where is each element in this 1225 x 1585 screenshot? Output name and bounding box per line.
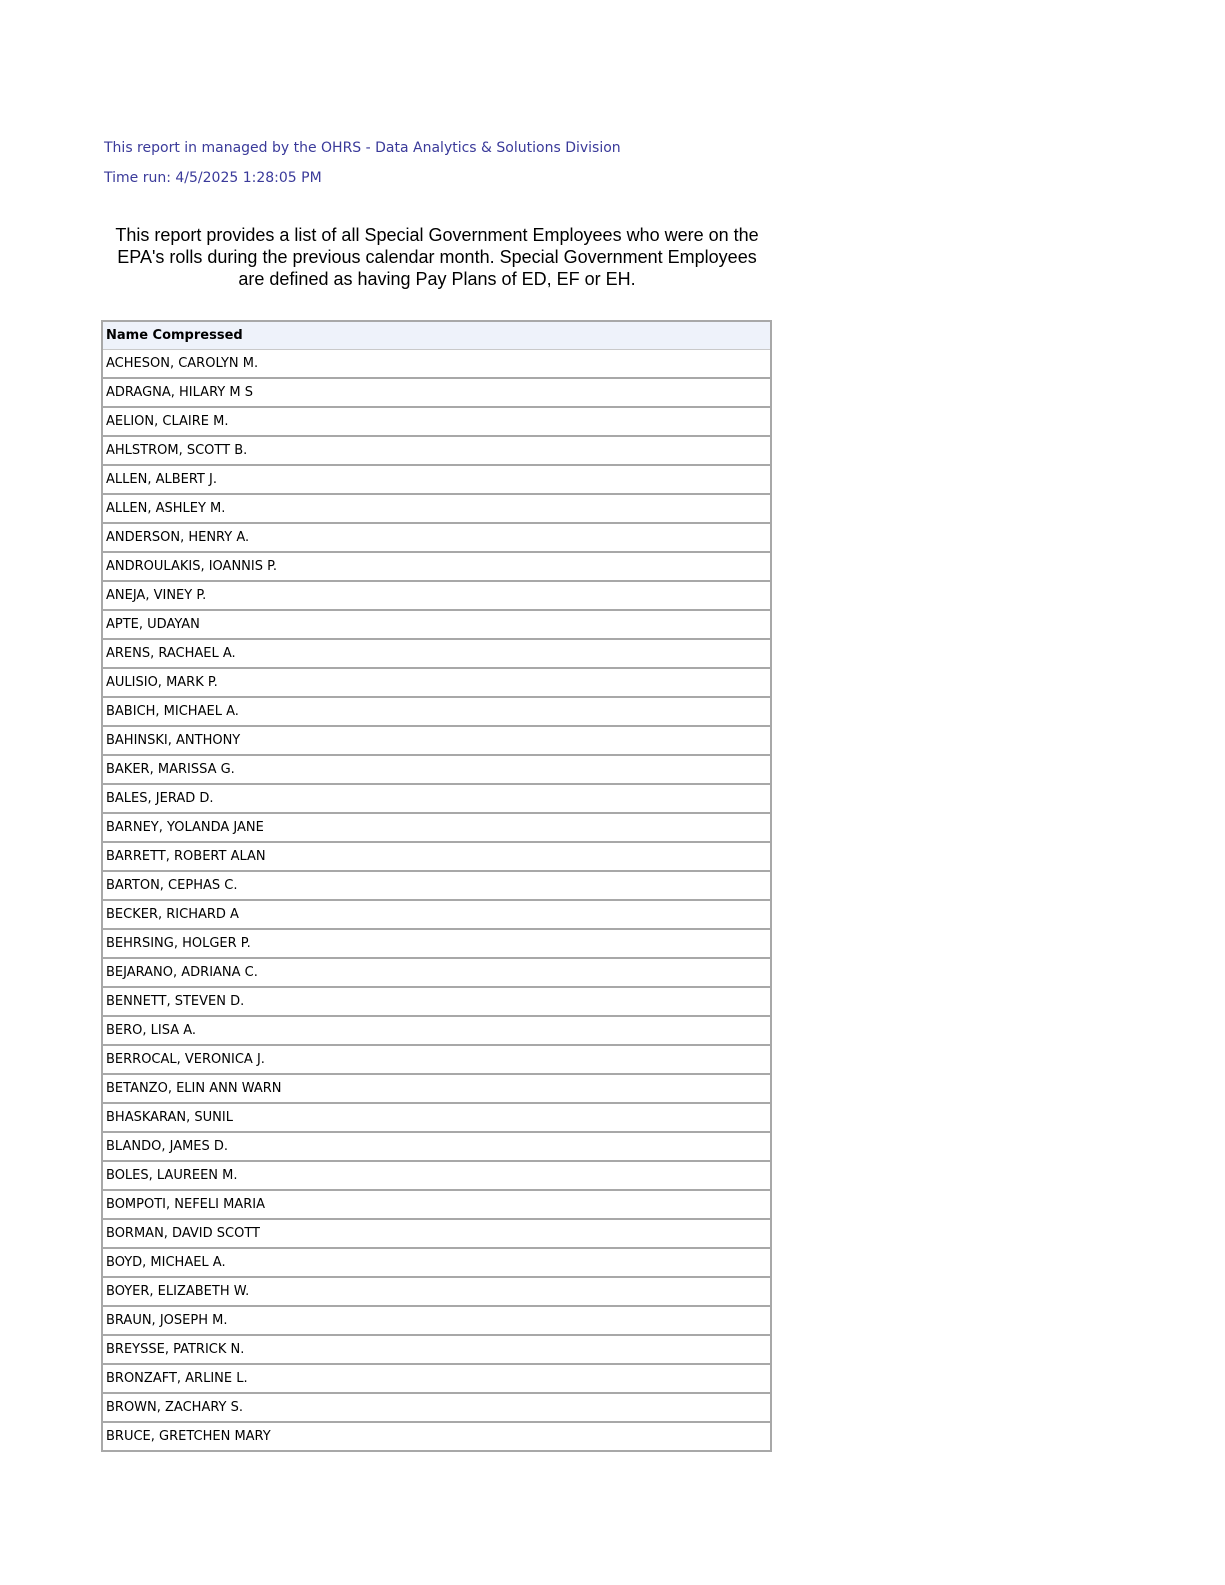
employee-name-cell: BECKER, RICHARD A — [102, 900, 771, 929]
employee-name-cell: BOYER, ELIZABETH W. — [102, 1277, 771, 1306]
table-row — [102, 1016, 771, 1045]
table-row — [102, 436, 771, 465]
table-row — [102, 1306, 771, 1335]
employee-name-cell: APTE, UDAYAN — [102, 610, 771, 639]
employee-name-cell: BRONZAFT, ARLINE L. — [102, 1364, 771, 1393]
employee-name-cell: BOMPOTI, NEFELI MARIA — [102, 1190, 771, 1219]
table-body — [102, 350, 771, 1452]
employee-name-cell: BERROCAL, VERONICA J. — [102, 1045, 771, 1074]
employee-name-cell: ANDERSON, HENRY A. — [102, 523, 771, 552]
employee-name-cell: BARTON, CEPHAS C. — [102, 871, 771, 900]
table-row — [102, 871, 771, 900]
table-row — [102, 350, 771, 379]
employee-name-cell: BLANDO, JAMES D. — [102, 1132, 771, 1161]
employee-name-cell: BETANZO, ELIN ANN WARN — [102, 1074, 771, 1103]
employee-name-cell: AELION, CLAIRE M. — [102, 407, 771, 436]
table-row — [102, 1364, 771, 1393]
table-row — [102, 407, 771, 436]
table-row — [102, 581, 771, 610]
table-row — [102, 465, 771, 494]
table-row — [102, 813, 771, 842]
employee-name-cell: ANDROULAKIS, IOANNIS P. — [102, 552, 771, 581]
employee-table — [101, 320, 772, 1452]
employee-name-cell: BRAUN, JOSEPH M. — [102, 1306, 771, 1335]
employee-name-cell: BAHINSKI, ANTHONY — [102, 726, 771, 755]
table-row — [102, 668, 771, 697]
table-row — [102, 1132, 771, 1161]
table-row — [102, 1219, 771, 1248]
employee-name-cell: AULISIO, MARK P. — [102, 668, 771, 697]
table-row — [102, 755, 771, 784]
employee-name-cell: ADRAGNA, HILARY M S — [102, 378, 771, 407]
employee-name-cell: ANEJA, VINEY P. — [102, 581, 771, 610]
employee-name-cell: BOYD, MICHAEL A. — [102, 1248, 771, 1277]
table-row — [102, 639, 771, 668]
table-row — [102, 842, 771, 871]
employee-name-cell: ARENS, RACHAEL A. — [102, 639, 771, 668]
column-header-name-compressed: Name Compressed — [102, 321, 771, 350]
employee-name-cell: ACHESON, CAROLYN M. — [102, 350, 771, 379]
employee-name-cell: BOLES, LAUREEN M. — [102, 1161, 771, 1190]
employee-name-cell: BARRETT, ROBERT ALAN — [102, 842, 771, 871]
employee-name-cell: BROWN, ZACHARY S. — [102, 1393, 771, 1422]
employee-name-cell: BERO, LISA A. — [102, 1016, 771, 1045]
table-row — [102, 1393, 771, 1422]
table-row — [102, 1161, 771, 1190]
managed-by-note: This report in managed by the OHRS - Data Analytics & Solutions Division — [104, 140, 621, 156]
table-row — [102, 929, 771, 958]
table-row — [102, 784, 771, 813]
employee-name-cell: BHASKARAN, SUNIL — [102, 1103, 771, 1132]
table-row — [102, 1045, 771, 1074]
table-row — [102, 1422, 771, 1451]
employee-name-cell: AHLSTROM, SCOTT B. — [102, 436, 771, 465]
table-row — [102, 1190, 771, 1219]
table-row — [102, 1103, 771, 1132]
employee-name-cell: BABICH, MICHAEL A. — [102, 697, 771, 726]
table-row — [102, 900, 771, 929]
table-row — [102, 987, 771, 1016]
table-row — [102, 378, 771, 407]
table-row — [102, 494, 771, 523]
employee-name-cell: BREYSSE, PATRICK N. — [102, 1335, 771, 1364]
table-row — [102, 1335, 771, 1364]
table-row — [102, 523, 771, 552]
table-row — [102, 552, 771, 581]
table-row — [102, 610, 771, 639]
time-run-stamp: Time run: 4/5/2025 1:28:05 PM — [104, 170, 322, 186]
employee-name-cell: BAKER, MARISSA G. — [102, 755, 771, 784]
employee-name-cell: BARNEY, YOLANDA JANE — [102, 813, 771, 842]
table-row — [102, 1074, 771, 1103]
report-description: This report provides a list of all Special Government Employees who were on the EPA's rolls during the previous calendar month. Special Government Employees are defined as having Pay Plans of ED, EF or EH. — [115, 225, 759, 289]
employee-name-cell: BRUCE, GRETCHEN MARY — [106, 1429, 271, 1444]
employee-name-cell: ALLEN, ALBERT J. — [102, 465, 771, 494]
table-row — [102, 697, 771, 726]
table-row — [102, 1277, 771, 1306]
employee-name-cell: BENNETT, STEVEN D. — [102, 987, 771, 1016]
table-header-row — [102, 321, 771, 350]
table-row — [102, 726, 771, 755]
employee-name-cell: BEHRSING, HOLGER P. — [102, 929, 771, 958]
employee-name-cell: BORMAN, DAVID SCOTT — [102, 1219, 771, 1248]
employee-name-cell: ALLEN, ASHLEY M. — [102, 494, 771, 523]
employee-name-cell: BEJARANO, ADRIANA C. — [102, 958, 771, 987]
employee-name-cell: BALES, JERAD D. — [102, 784, 771, 813]
table-row — [102, 1248, 771, 1277]
table-row — [102, 958, 771, 987]
